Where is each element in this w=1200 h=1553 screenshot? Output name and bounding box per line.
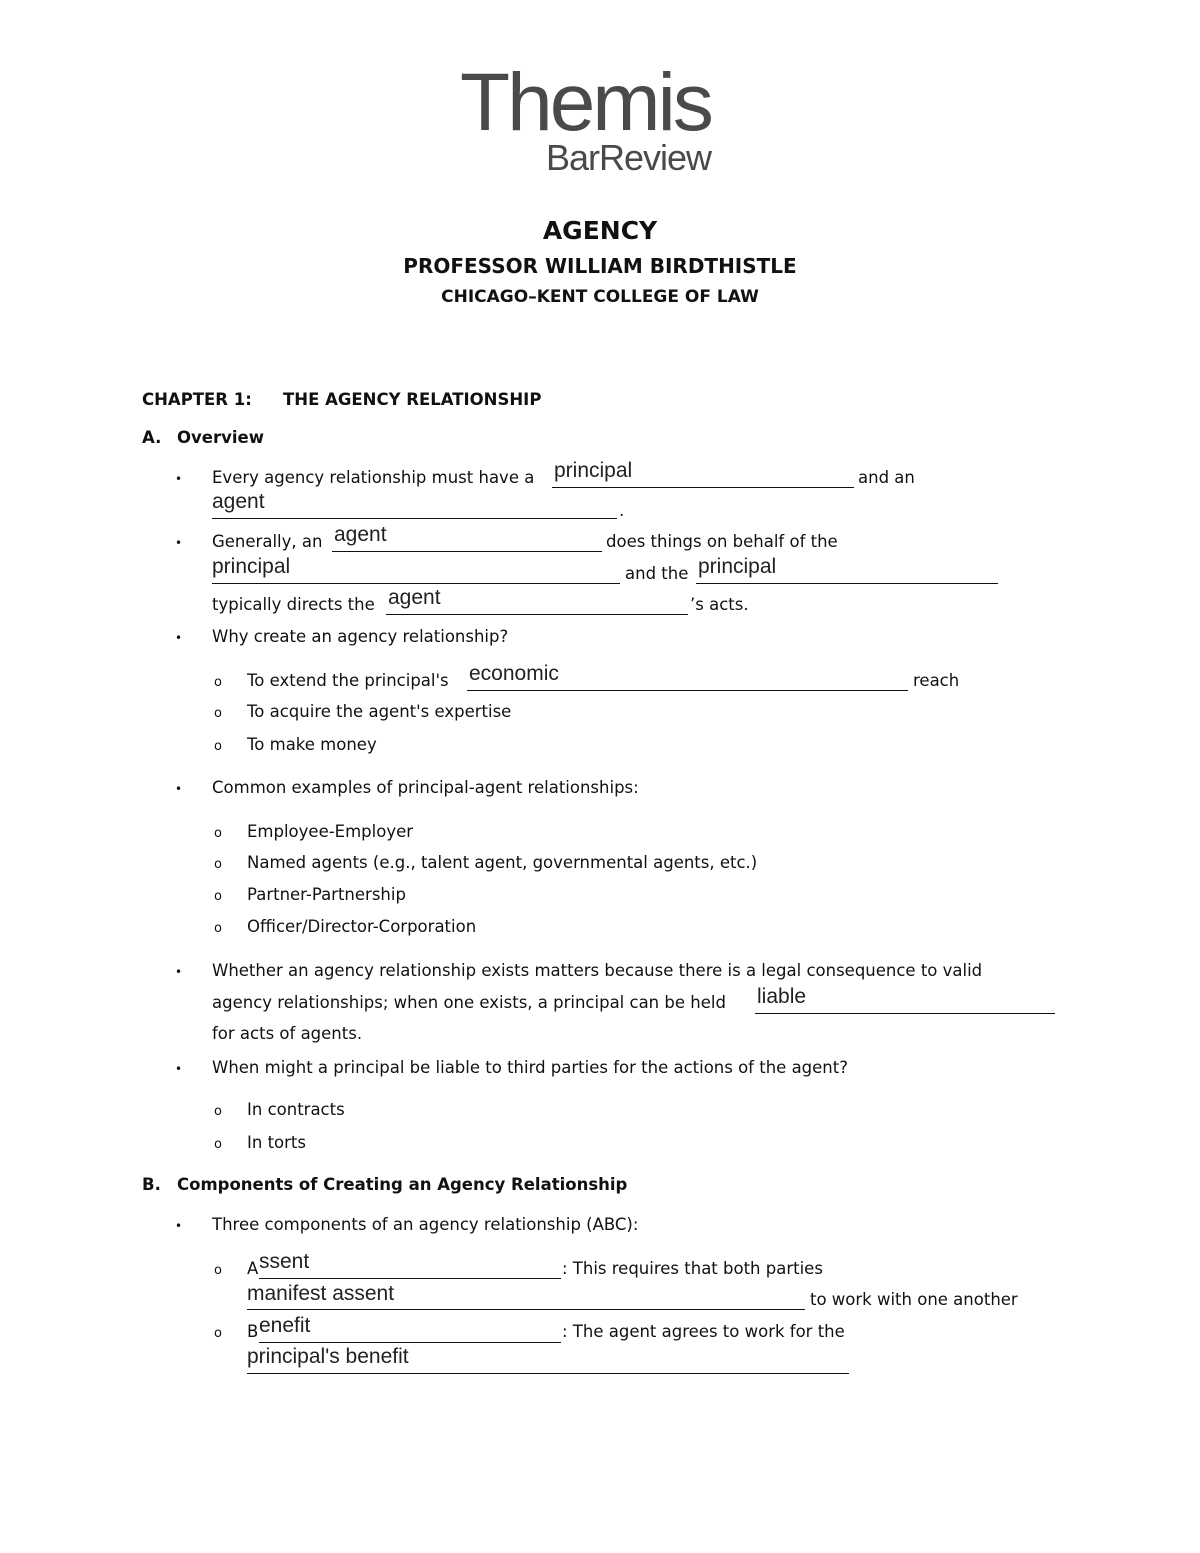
- a-b4-item: Officer/Director-Corporation: [247, 917, 477, 936]
- sub-marker: o: [214, 706, 222, 721]
- sub-marker: o: [214, 1137, 222, 1152]
- a-b2-pre3: typically directs the: [212, 595, 375, 614]
- logo-wordmark: Themis: [460, 57, 711, 148]
- a-b3-s2-text: To acquire the agent's expertise: [247, 702, 512, 721]
- answer-benefit: enefit: [259, 1314, 311, 1337]
- a-b6-item: In contracts: [247, 1100, 345, 1119]
- bullet-marker: •: [175, 1219, 183, 1233]
- sub-marker: o: [214, 1104, 222, 1119]
- b-a-text: : This requires that both parties: [562, 1259, 823, 1278]
- answer-principals-benefit: principal's benefit: [247, 1345, 409, 1368]
- answer-economic: economic: [469, 662, 559, 685]
- bullet-marker: •: [175, 631, 183, 645]
- answer-agent: agent: [388, 586, 441, 609]
- sub-marker: o: [214, 826, 222, 841]
- document-title: AGENCY: [542, 216, 658, 245]
- b-a-text2: to work with one another: [810, 1290, 1018, 1309]
- bullet-marker: •: [175, 536, 183, 550]
- answer-agent: agent: [212, 490, 265, 513]
- sub-marker: o: [214, 889, 222, 904]
- section-b-letter: B.: [142, 1175, 161, 1194]
- bullet-marker: •: [175, 472, 183, 486]
- a-b5-line3: for acts of agents.: [212, 1024, 363, 1043]
- answer-principal: principal: [698, 555, 777, 578]
- b-b-letter: B: [247, 1322, 259, 1341]
- a-b3-s1-text: To extend the principal's: [247, 671, 449, 690]
- blank-line: [247, 1373, 849, 1374]
- logo-subtitle: BarReview: [546, 137, 712, 178]
- bullet-marker: •: [175, 1062, 183, 1076]
- a-b2-mid2: and the: [625, 564, 689, 583]
- a-b5-line2: agency relationships; when one exists, a principal can be held: [212, 993, 726, 1012]
- sub-marker: o: [214, 857, 222, 872]
- a-b6-text: When might a principal be liable to third parties for the actions of the agent?: [212, 1058, 848, 1077]
- b-b-text: : The agent agrees to work for the: [562, 1322, 845, 1341]
- blank-line: [212, 518, 617, 519]
- a-b4-item: Employee-Employer: [247, 822, 414, 841]
- sub-marker: o: [214, 921, 222, 936]
- chapter-title: THE AGENCY RELATIONSHIP: [283, 390, 542, 409]
- blank-line: [332, 551, 602, 552]
- blank-line: [386, 614, 688, 615]
- section-b-title: Components of Creating an Agency Relationship: [177, 1175, 628, 1194]
- answer-manifest-assent: manifest assent: [247, 1282, 395, 1305]
- a-b3-s1-end: reach: [913, 671, 960, 690]
- blank-line: [467, 690, 908, 691]
- school-name: CHICAGO–KENT COLLEGE OF LAW: [441, 287, 759, 307]
- answer-principal: principal: [212, 555, 291, 578]
- a-b3-s3-text: To make money: [247, 735, 377, 754]
- bullet-marker: •: [175, 782, 183, 796]
- bullet-marker: •: [175, 965, 183, 979]
- professor-name: PROFESSOR WILLIAM BIRDTHISTLE: [403, 254, 797, 278]
- a-b4-item: Partner-Partnership: [247, 885, 406, 904]
- a-b1-end: .: [619, 501, 625, 520]
- blank-line: [755, 1013, 1055, 1014]
- a-b3-text: Why create an agency relationship?: [212, 627, 509, 646]
- sub-marker: o: [214, 739, 222, 754]
- blank-line: [212, 583, 620, 584]
- chapter-label: CHAPTER 1:: [142, 390, 252, 409]
- answer-assent: ssent: [259, 1250, 310, 1273]
- a-b2-end: ’s acts.: [690, 595, 749, 614]
- answer-liable: liable: [757, 985, 807, 1008]
- section-a-title: Overview: [177, 428, 264, 447]
- a-b2-mid: does things on behalf of the: [606, 532, 838, 551]
- sub-marker: o: [214, 675, 222, 690]
- section-a-letter: A.: [142, 428, 162, 447]
- b-a-letter: A: [247, 1259, 259, 1278]
- a-b2-text: Generally, an: [212, 532, 323, 551]
- b-b1-text: Three components of an agency relationship (ABC):: [212, 1215, 639, 1234]
- answer-agent: agent: [334, 523, 387, 546]
- blank-line: [259, 1278, 561, 1279]
- a-b1-mid: and an: [858, 468, 915, 487]
- a-b4-text: Common examples of principal-agent relationships:: [212, 778, 639, 797]
- a-b6-item: In torts: [247, 1133, 306, 1152]
- blank-line: [247, 1309, 805, 1310]
- blank-line: [696, 583, 998, 584]
- a-b4-item: Named agents (e.g., talent agent, governmental agents, etc.): [247, 853, 758, 872]
- blank-line: [552, 487, 854, 488]
- sub-marker: o: [214, 1263, 222, 1278]
- sub-marker: o: [214, 1326, 222, 1341]
- blank-line: [259, 1342, 561, 1343]
- a-b5-line1: Whether an agency relationship exists matters because there is a legal consequence to valid: [212, 961, 983, 980]
- a-b1-text: Every agency relationship must have a: [212, 468, 535, 487]
- answer-principal: principal: [554, 459, 633, 482]
